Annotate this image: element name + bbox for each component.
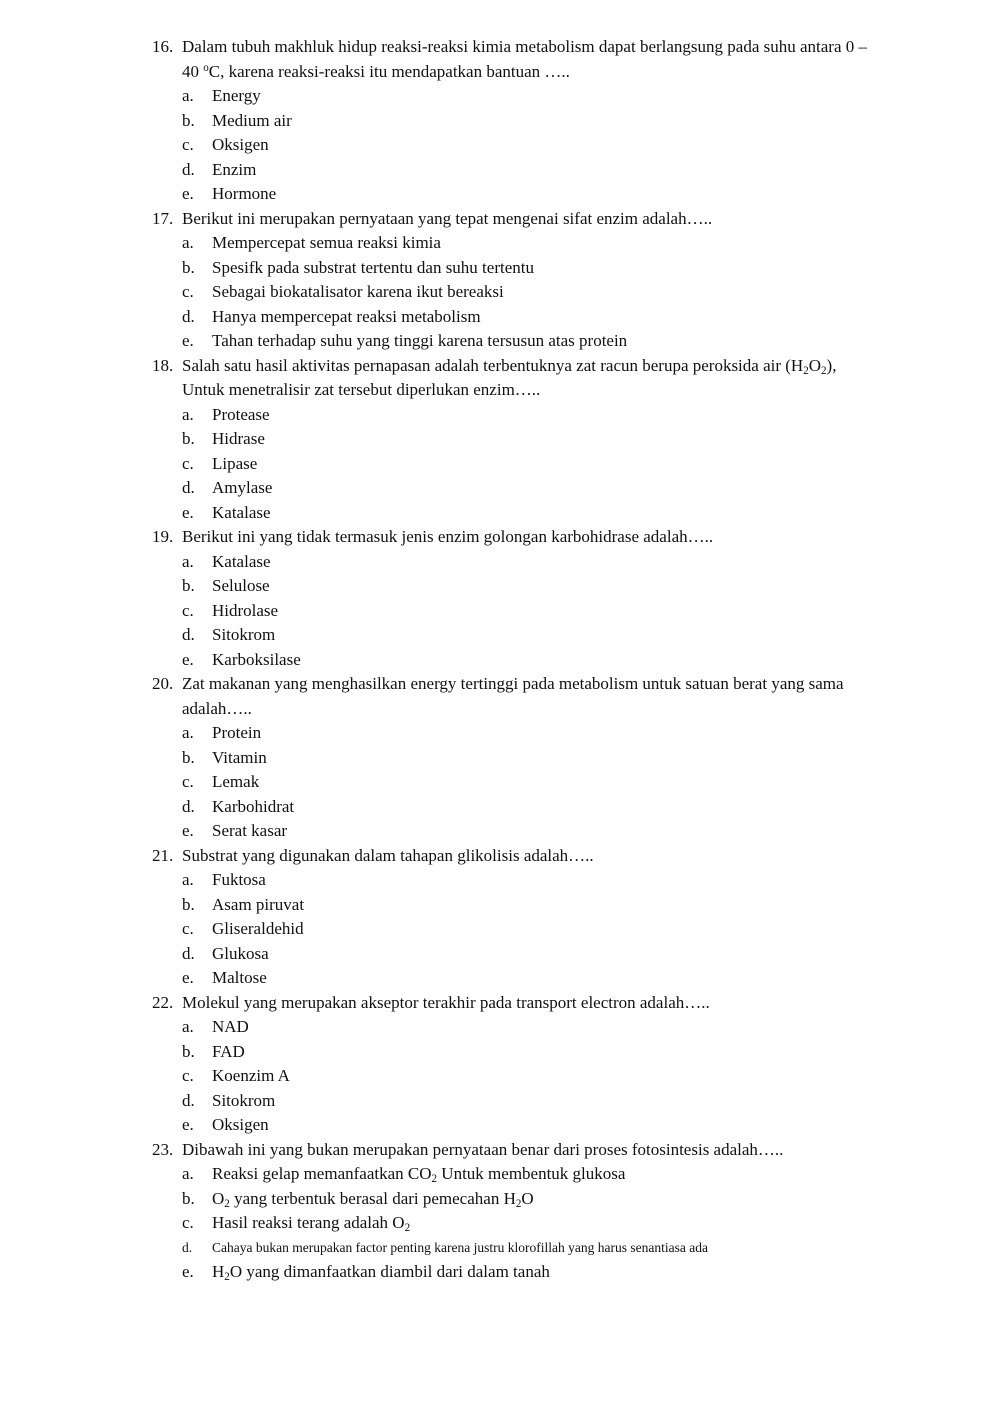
- answer-option[interactable]: [0, 109, 1000, 134]
- question-number: 17.: [152, 208, 174, 228]
- answer-option[interactable]: [0, 84, 1000, 109]
- question-text: Substrat yang digunakan dalam tahapan glikolisis adalah…..: [182, 845, 594, 865]
- option-text: Katalase: [212, 502, 271, 522]
- answer-option[interactable]: [0, 1040, 1000, 1065]
- option-text: Mempercepat semua reaksi kimia: [212, 233, 441, 252]
- option-letter: e.: [182, 968, 194, 987]
- question-text: Berikut ini yang tidak termasuk jenis enzim golongan karbohidrase adalah…..: [182, 527, 714, 546]
- question-text: Zat makanan yang menghasilkan energy tertinggi pada metabolism untuk satuan berat yang sama adalah…..: [182, 674, 844, 718]
- question-text: Dalam tubuh makhluk hidup reaksi-reaksi kimia metabolism dapat berlangsung pada suhu antara 0 – 40 $^o$C, karena reaksi-reaksi itu mendapatkan bantuan …..: [182, 37, 868, 81]
- option-text: Koenzim A: [212, 1066, 290, 1085]
- answer-option[interactable]: [0, 746, 1000, 771]
- question-sheet: [0, 35, 1000, 1285]
- question-text: Molekul yang merupakan akseptor terakhir pada transport electron adalah…..: [182, 992, 710, 1012]
- question-17: [0, 207, 1000, 354]
- answer-option[interactable]: [0, 476, 1000, 501]
- answer-option[interactable]: [0, 501, 1000, 526]
- question-number: 20.: [152, 674, 174, 693]
- answer-option[interactable]: [0, 133, 1000, 158]
- answer-option[interactable]: [0, 648, 1000, 673]
- answer-option[interactable]: [0, 721, 1000, 746]
- answer-option[interactable]: [0, 1162, 1000, 1187]
- option-text: $O_2$ yang terbentuk berasal dari pemecahan $H_2O$: [212, 1188, 534, 1210]
- option-letter: b.: [182, 1041, 195, 1061]
- option-letter: c.: [182, 282, 194, 301]
- answer-option[interactable]: [0, 452, 1000, 477]
- option-letter: d.: [182, 1090, 195, 1110]
- answer-option[interactable]: [0, 182, 1000, 207]
- option-text: Hasil reaksi terang adalah $O_2$: [212, 1213, 411, 1234]
- option-text: Oksigen: [212, 1115, 269, 1134]
- option-text: $H_2O$ yang dimanfaatkan diambil dari dalam tanah: [212, 1262, 550, 1283]
- answer-option[interactable]: [0, 770, 1000, 795]
- option-letter: e.: [182, 1262, 194, 1281]
- option-text: Serat kasar: [212, 821, 288, 840]
- option-text: Sebagai biokatalisator karena ikut bereaksi: [212, 282, 504, 301]
- answer-option[interactable]: [0, 1211, 1000, 1236]
- answer-option[interactable]: [0, 795, 1000, 820]
- question-22: [0, 991, 1000, 1138]
- option-text: Karboksilase: [212, 649, 301, 669]
- option-text: Hormone: [212, 184, 277, 203]
- question-number: 16.: [152, 37, 174, 56]
- option-text: Tahan terhadap suhu yang tinggi karena tersusun atas protein: [212, 331, 628, 350]
- question-number: 21.: [152, 845, 174, 865]
- answer-option[interactable]: [0, 1113, 1000, 1138]
- option-letter: d.: [182, 796, 195, 816]
- option-letter: b.: [182, 747, 195, 767]
- option-text: Hidrase: [212, 429, 265, 448]
- option-text: Reaksi gelap memanfaatkan $CO_2$ Untuk membentuk glukosa: [212, 1164, 626, 1185]
- question-text: Berikut ini merupakan pernyataan yang tepat mengenai sifat enzim adalah…..: [182, 208, 713, 228]
- option-text: Lemak: [212, 772, 260, 791]
- option-text: Karbohidrat: [212, 796, 295, 816]
- answer-option[interactable]: [0, 403, 1000, 428]
- answer-option[interactable]: [0, 623, 1000, 648]
- option-letter: a.: [182, 1017, 194, 1036]
- answer-option[interactable]: [0, 158, 1000, 183]
- option-letter: a.: [182, 551, 194, 571]
- option-text: Vitamin: [212, 747, 267, 767]
- question-23: [0, 1138, 1000, 1285]
- option-letter: c.: [182, 600, 194, 620]
- answer-option[interactable]: [0, 893, 1000, 918]
- answer-option[interactable]: [0, 1015, 1000, 1040]
- option-text: Selulose: [212, 576, 270, 595]
- question-19: [0, 525, 1000, 672]
- answer-option[interactable]: [0, 1187, 1000, 1212]
- option-letter: e.: [182, 184, 194, 203]
- option-letter: e.: [182, 331, 194, 350]
- option-letter: c.: [182, 453, 194, 473]
- question-number: 23.: [152, 1139, 174, 1159]
- option-letter: d.: [182, 1239, 193, 1255]
- answer-option[interactable]: [0, 305, 1000, 330]
- option-text: Protease: [212, 404, 270, 424]
- answer-option[interactable]: [0, 550, 1000, 575]
- option-letter: b.: [182, 576, 195, 595]
- question-20: [0, 672, 1000, 844]
- option-text: Gliseraldehid: [212, 919, 304, 938]
- answer-option[interactable]: [0, 231, 1000, 256]
- option-text: Spesifk pada substrat tertentu dan suhu tertentu: [212, 257, 534, 277]
- answer-option[interactable]: [0, 1089, 1000, 1114]
- option-letter: e.: [182, 1115, 194, 1134]
- answer-option[interactable]: [0, 329, 1000, 354]
- option-text: Energy: [212, 86, 261, 105]
- question-text: Salah satu hasil aktivitas pernapasan adalah terbentuknya zat racun berupa peroksida air $(H_2O_2)$, Untuk menetralisir zat tersebut diperlukan enzim…..: [182, 355, 837, 399]
- option-letter: c.: [182, 772, 194, 791]
- answer-option[interactable]: [0, 574, 1000, 599]
- option-letter: e.: [182, 821, 194, 840]
- option-text: Enzim: [212, 159, 257, 179]
- answer-option[interactable]: [0, 599, 1000, 624]
- option-text: NAD: [212, 1017, 249, 1036]
- option-letter: d.: [182, 943, 195, 963]
- option-letter: a.: [182, 404, 194, 424]
- option-text: Glukosa: [212, 943, 269, 963]
- option-letter: b.: [182, 429, 195, 448]
- option-text: Oksigen: [212, 135, 269, 154]
- option-text: Sitokrom: [212, 1090, 276, 1110]
- option-text: Amylase: [212, 478, 273, 497]
- answer-option[interactable]: [0, 1236, 1000, 1261]
- option-letter: d.: [182, 478, 195, 497]
- option-text: Cahaya bukan merupakan factor penting karena justru klorofillah yang harus senantiasa ada: [212, 1239, 708, 1255]
- option-letter: d.: [182, 159, 195, 179]
- option-text: Hidrolase: [212, 600, 279, 620]
- option-letter: c.: [182, 1213, 194, 1232]
- question-21: [0, 844, 1000, 991]
- answer-option[interactable]: [0, 280, 1000, 305]
- question-text: Dibawah ini yang bukan merupakan pernyataan benar dari proses fotosintesis adalah…..: [182, 1139, 784, 1159]
- answer-option[interactable]: [0, 966, 1000, 991]
- option-text: Maltose: [212, 968, 267, 987]
- option-letter: b.: [182, 257, 195, 277]
- option-text: Sitokrom: [212, 625, 276, 644]
- option-letter: e.: [182, 649, 194, 669]
- question-number: 22.: [152, 992, 174, 1012]
- question-18: [0, 354, 1000, 526]
- option-text: Medium air: [212, 110, 292, 130]
- option-letter: a.: [182, 1164, 194, 1183]
- option-letter: a.: [182, 86, 194, 105]
- option-text: Fuktosa: [212, 870, 266, 889]
- question-number: 18.: [152, 355, 174, 375]
- answer-option[interactable]: [0, 917, 1000, 942]
- option-text: Hanya mempercepat reaksi metabolism: [212, 306, 481, 326]
- answer-option[interactable]: [0, 819, 1000, 844]
- option-letter: e.: [182, 502, 194, 522]
- option-letter: c.: [182, 135, 194, 154]
- answer-option[interactable]: [0, 256, 1000, 281]
- option-letter: d.: [182, 625, 195, 644]
- option-letter: a.: [182, 870, 194, 889]
- answer-option[interactable]: [0, 942, 1000, 967]
- option-letter: a.: [182, 723, 194, 742]
- option-letter: c.: [182, 919, 194, 938]
- question-16: [0, 35, 1000, 207]
- option-text: Asam piruvat: [212, 894, 305, 914]
- option-text: Protein: [212, 723, 262, 742]
- answer-option[interactable]: [0, 868, 1000, 893]
- option-letter: b.: [182, 894, 195, 914]
- option-letter: a.: [182, 233, 194, 252]
- answer-option[interactable]: [0, 427, 1000, 452]
- option-text: Lipase: [212, 453, 258, 473]
- option-letter: b.: [182, 1188, 195, 1208]
- option-text: FAD: [212, 1041, 245, 1061]
- option-letter: b.: [182, 110, 195, 130]
- answer-option[interactable]: [0, 1260, 1000, 1285]
- question-number: 19.: [152, 527, 174, 546]
- answer-option[interactable]: [0, 1064, 1000, 1089]
- option-letter: c.: [182, 1066, 194, 1085]
- option-letter: d.: [182, 306, 195, 326]
- option-text: Katalase: [212, 551, 271, 571]
